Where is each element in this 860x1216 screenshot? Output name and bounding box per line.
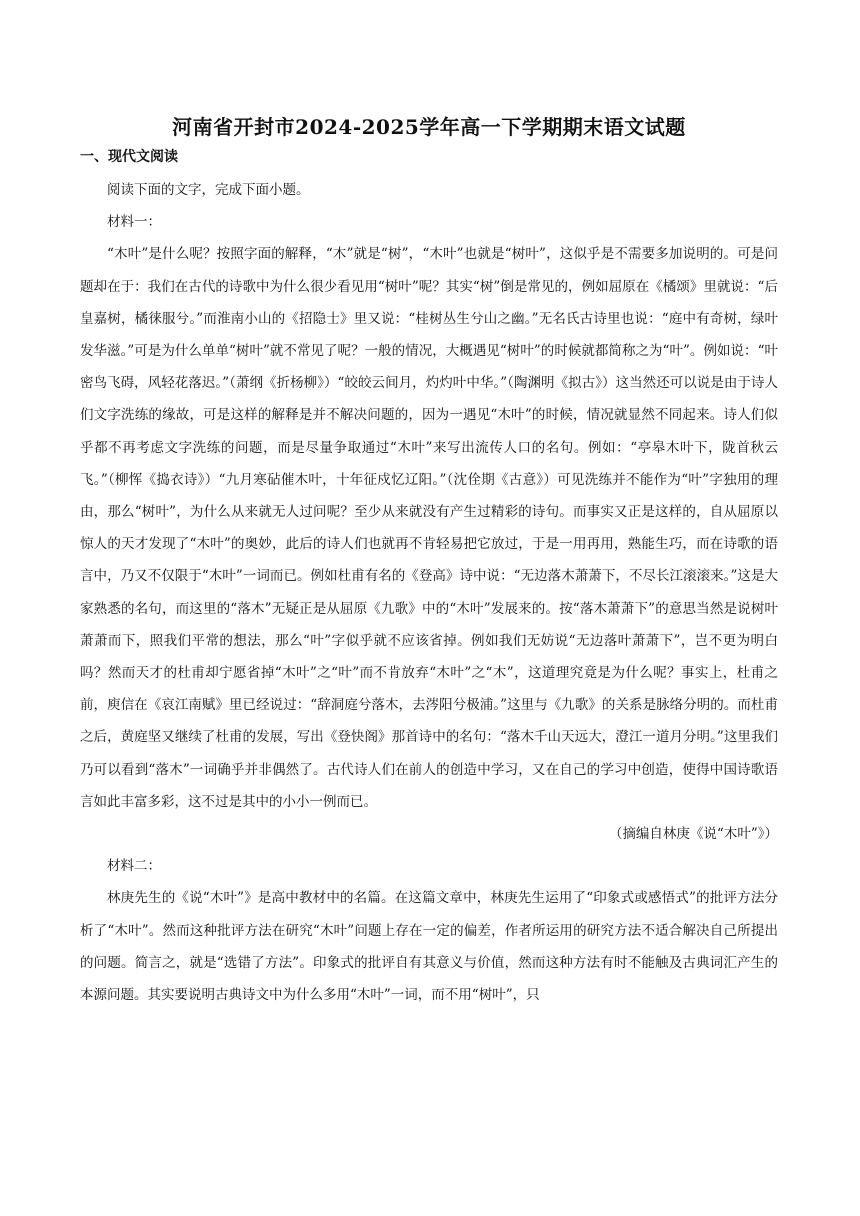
document-title: 河南省开封市2024-2025学年高一下学期期末语文试题 [172,115,686,139]
material-two-label: 材料二： [107,858,161,875]
material-two-text: 林庚先生的《说“木叶”》是高中教材中的名篇。在这篇文章中，林庚先生运用了“印象式或感悟式”的批评方法分析了“木叶”。然而这种批评方法在研究“木叶”问题上存在一定的偏差，作者所运用的研究方法不适合解决自己所提出的问题。简言之，就是“选错了方法”。印象式的批评自有其意义与价值，然而这种方法有时不能触及古典词汇产生的本源问题。其实要说明古典诗文中为什么多用“木叶”一词，而不用“树叶”，只 [80,890,778,1004]
reading-instruction: 阅读下面的文字，完成下面小题。 [107,182,310,198]
section-heading: 一、现代文阅读 [80,149,178,165]
material-one-text: “木叶”是什么呢？按照字面的解释，“木”就是“树”，“木叶”也就是“树叶”，这似乎是不需要多加说明的。可是问题却在于：我们在古代的诗歌中为什么很少看见用“树叶”呢？其实“树”倒是常见的，例如屈原在《橘颂》里就说：“后皇嘉树，橘徕服兮。”而淮南小山的《招隐士》里又说：“桂树丛生兮山之幽。”无名氏古诗里也说：“庭中有奇树，绿叶发华滋。”可是为什么单单“树叶”就不常见了呢？一般的情况，大概遇见“树叶”的时候就都简称之为“叶”。例如说：“叶密鸟飞碍，风轻花落迟。”（萧纲《折杨柳》）“皎皎云间月，灼灼叶中华。”（陶渊明《拟古》）这当然还可以说是由于诗人们文字洗练的缘故，可是这样的解释是并不解决问题的，因为一遇见“木叶”的时候，情况就显然不同起来。诗人们似乎都不再考虑文字洗练的问题，而是尽量争取通过“木叶”来写出流传人口的名句。例如：“亭皋木叶下，陇首秋云飞。”（柳恽《捣衣诗》）“九月寒砧催木叶，十年征戍忆辽阳。”（沈佺期《古意》）可见洗练并不能作为“叶”字独用的理由，那么“树叶”，为什么从来就无人过问呢？至少从来就没有产生过精彩的诗句。而事实又正是这样的，自从屈原以惊人的天才发现了“木叶”的奥妙，此后的诗人们也就再不肯轻易把它放过，于是一用再用，熟能生巧，而在诗歌的语言中，乃又不仅限于“木叶”一词而已。例如杜甫有名的《登高》诗中说：“无边落木萧萧下，不尽长江滚滚来。”这是大家熟悉的名句，而这里的“落木”无疑正是从屈原《九歌》中的“木叶”发展来的。按“落木萧萧下”的意思当然是说树叶萧萧而下，照我们平常的想法，那么“叶”字似乎就不应该省掉。例如我们无妨说“无边落叶萧萧下”，岂不更为明白吗？然而天才的杜甫却宁愿省掉“木叶”之“叶”而不肯放弃“木叶”之“木”，这道理究竟是为什么呢？事实上，杜甫之前，庾信在《哀江南赋》里已经说过：“辞洞庭兮落木，去涔阳兮极浦。”这里与《九歌》的关系是脉络分明的。而杜甫之后，黄庭坚又继续了杜甫的发展，写出《登快阁》那首诗中的名句：“落木千山天远大，澄江一道月分明。”这里我们乃可以看到“落木”一词确乎并非偶然了。古代诗人们在前人的创造中学习，又在自己的学习中创造，使得中国诗歌语言如此丰富多彩，这不过是其中的小小一例而已。 [80,246,778,810]
material-one-source: （摘编自林庚《说“木叶”》） [608,826,778,843]
material-one-label: 材料一： [107,214,161,231]
